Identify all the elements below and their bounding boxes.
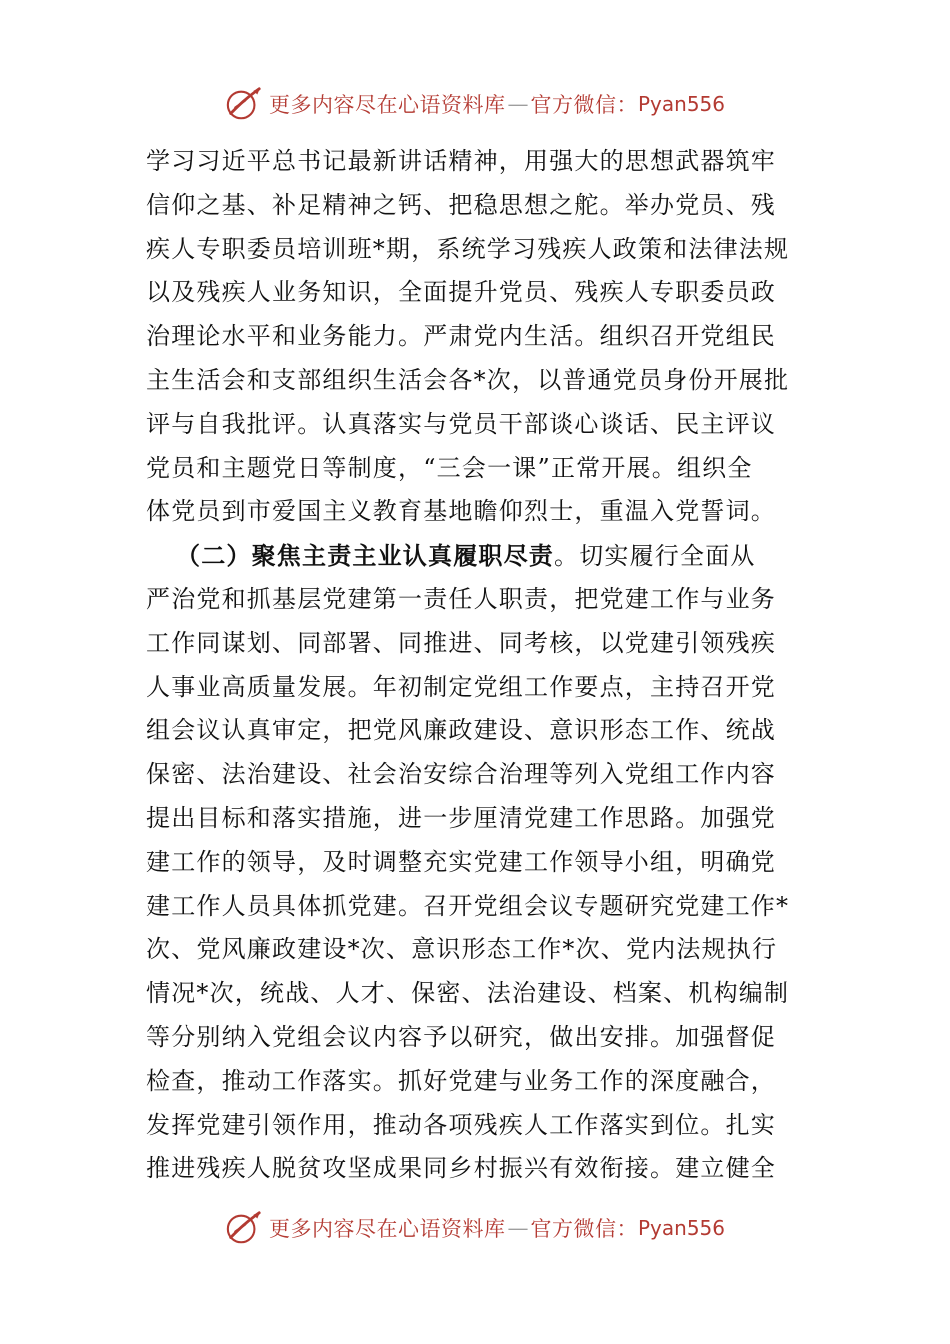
text-line: 人事业高质量发展。年初制定党组工作要点，主持召开党 <box>146 672 776 701</box>
pen-logo-icon <box>225 1209 263 1247</box>
banner-wechat-label: 官方微信： <box>530 1217 638 1241</box>
text-line: 情况*次，统战、人才、保密、法治建设、档案、机构编制 <box>146 979 790 1008</box>
section-first-line-rest: 。切实履行全面从 <box>554 542 756 571</box>
text-line: 主生活会和支部组织生活会各*次，以普通党员身份开展批 <box>146 365 790 394</box>
header-banner <box>0 84 950 124</box>
banner-text: 更多内容尽在心语资料库 <box>268 93 506 117</box>
text-line: 组会议认真审定，把党风廉政建设、意识形态工作、统战 <box>146 716 776 745</box>
text-line: 治理论水平和业务能力。严肃党内生活。组织召开党组民 <box>146 322 776 351</box>
banner-wechat-id: Pyan556 <box>637 1216 725 1240</box>
text-line: 评与自我批评。认真落实与党员干部谈心谈话、民主评议 <box>146 409 776 438</box>
document-body <box>146 140 806 1191</box>
section-heading: （二）聚焦主责主业认真履职尽责 <box>176 541 554 571</box>
text-line: 学习习近平总书记最新讲话精神，用强大的思想武器筑牢 <box>146 147 776 175</box>
text-line: 工作同谋划、同部署、同推进、同考核，以党建引领残疾 <box>146 628 776 657</box>
text-line: 推进残疾人脱贫攻坚成果同乡村振兴有效衔接。建立健全 <box>146 1154 776 1183</box>
text-line: 次、党风廉政建设*次、意识形态工作*次、党内法规执行 <box>146 935 778 964</box>
pen-logo-icon <box>225 85 263 123</box>
banner-separator: — <box>507 92 529 116</box>
text-line: 党员和主题党日等制度，“三会一课”正常开展。组织全 <box>146 453 753 482</box>
text-line: 保密、法治建设、社会治安综合治理等列入党组工作内容 <box>146 760 776 789</box>
text-line: 信仰之基、补足精神之钙、把稳思想之舵。举办党员、残 <box>146 190 776 219</box>
text-line: 严治党和抓基层党建第一责任人职责，把党建工作与业务 <box>146 584 776 613</box>
text-line: 建工作的领导，及时调整充实党建工作领导小组，明确党 <box>146 847 776 876</box>
banner-wechat-label: 官方微信： <box>530 93 638 117</box>
text-line: 体党员到市爱国主义教育基地瞻仰烈士，重温入党誓词。 <box>146 497 776 526</box>
text-line: 等分别纳入党组会议内容予以研究，做出安排。加强督促 <box>146 1022 776 1051</box>
footer-banner <box>0 1208 950 1248</box>
text-line: 提出目标和落实措施，进一步厘清党建工作思路。加强党 <box>146 803 776 832</box>
section-first-line <box>146 534 806 578</box>
text-line: 以及残疾人业务知识，全面提升党员、残疾人专职委员政 <box>146 278 776 307</box>
text-line: 检查，推动工作落实。抓好党建与业务工作的深度融合， <box>146 1066 776 1095</box>
banner-text: 更多内容尽在心语资料库 <box>268 1217 506 1241</box>
text-line: 建工作人员具体抓党建。召开党组会议专题研究党建工作* <box>146 891 790 920</box>
banner-separator: — <box>507 1216 529 1240</box>
text-line: 发挥党建引领作用，推动各项残疾人工作落实到位。扎实 <box>146 1110 776 1139</box>
text-line: 疾人专职委员培训班*期，系统学习残疾人政策和法律法规 <box>146 234 790 263</box>
banner-wechat-id: Pyan556 <box>637 92 725 116</box>
